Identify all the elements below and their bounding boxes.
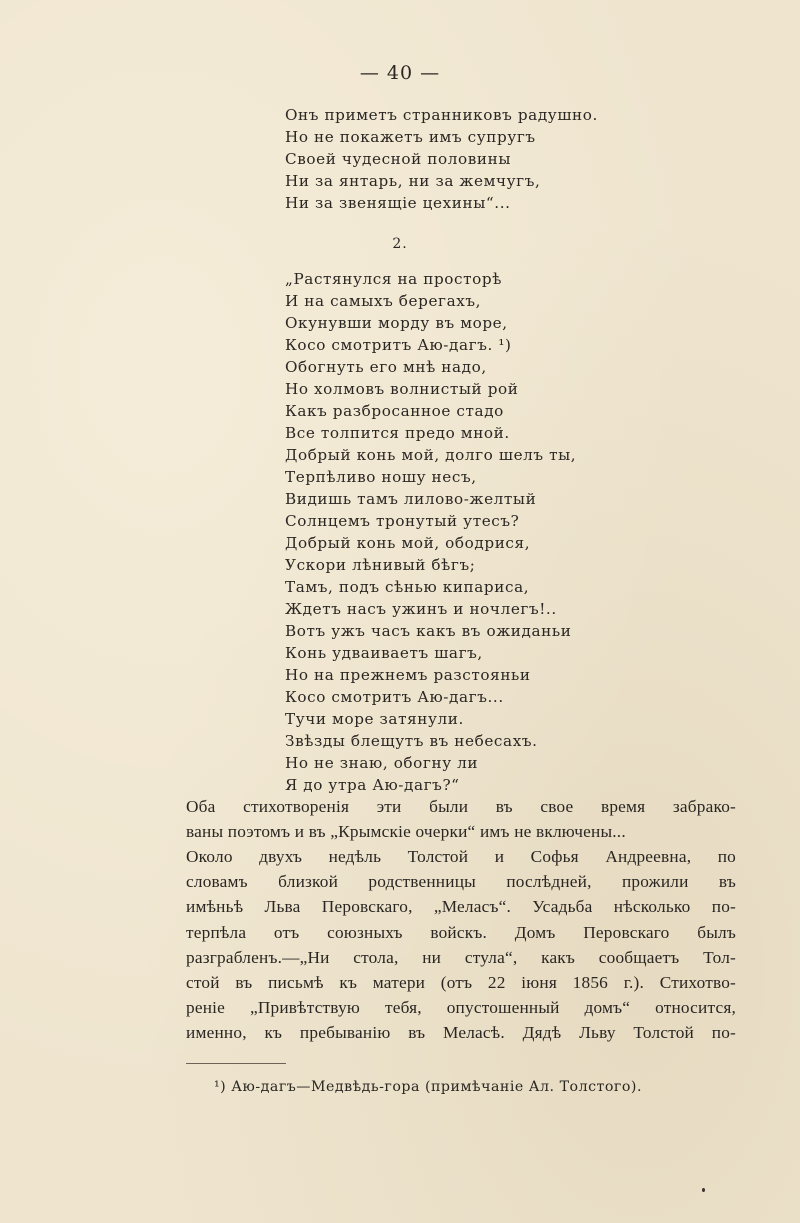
prose-paragraph-2 <box>186 844 736 1046</box>
poem-line: Я до утра Аю-дагъ?“ <box>285 776 460 794</box>
poem-line: Добрый конь мой, долго шелъ ты, <box>285 446 577 464</box>
prose-line: реніе „Привѣтствую тебя, опустошенный домъ“ относится, <box>186 998 736 1018</box>
poem-line: Тамъ, подъ сѣнью кипариса, <box>285 578 530 596</box>
footnote: ¹) Аю-дагъ—Медвѣдь-гора (примѣчаніе Ал. Толстого). <box>214 1079 642 1095</box>
poem-line: Терпѣливо ношу несъ, <box>285 468 477 486</box>
poem-line: Звѣзды блещутъ въ небесахъ. <box>285 732 538 750</box>
prose-line: ваны поэтомъ и въ „Крымскіе очерки“ имъ не включены... <box>186 822 626 842</box>
poem-line: Онъ приметъ странниковъ радушно. <box>285 106 598 124</box>
poem-line: Конь удваиваетъ шагъ, <box>285 644 483 662</box>
poem-line: И на самыхъ берегахъ, <box>285 292 482 310</box>
poem-line: Своей чудесной половины <box>285 150 512 168</box>
poem-line: Косо смотритъ Аю-дагъ... <box>285 688 504 706</box>
prose-line: именно, къ пребыванію въ Меласѣ. Дядѣ Льву Толстой по- <box>186 1023 736 1043</box>
poem-line: Косо смотритъ Аю-дагъ. ¹) <box>285 336 512 354</box>
prose-line: словамъ близкой родственницы послѣдней, прожили въ <box>186 872 736 892</box>
prose-line: разграбленъ.—„Ни стола, ни стула“, какъ сообщаетъ Тол- <box>186 947 736 967</box>
prose-line: терпѣла отъ союзныхъ войскъ. Домъ Перовскаго былъ <box>186 922 736 942</box>
poem-line: Какъ разбросанное стадо <box>285 402 504 420</box>
poem-stanza-2 <box>285 268 576 796</box>
poem-line: Окунувши морду въ море, <box>285 314 508 332</box>
footnote-divider <box>186 1063 286 1064</box>
poem-line: Обогнуть его мнѣ надо, <box>285 358 487 376</box>
poem-line: Но на прежнемъ разстояньи <box>285 666 531 684</box>
poem-line: Тучи море затянули. <box>285 710 464 728</box>
prose-paragraph-1 <box>186 794 736 844</box>
poem-line: Солнцемъ тронутый утесъ? <box>285 512 520 530</box>
poem-line: Видишь тамъ лилово-желтый <box>285 490 537 508</box>
prose-line: стой въ письмѣ къ матери (отъ 22 іюня 1856 г.). Стихотво- <box>186 973 736 993</box>
poem-line: „Растянулся на просторѣ <box>285 270 502 288</box>
poem-line: Но холмовъ волнистый рой <box>285 380 519 398</box>
prose-line: имѣньѣ Льва Перовскаго, „Меласъ“. Усадьба нѣсколько по- <box>186 897 736 917</box>
poem-line: Ускори лѣнивый бѣгъ; <box>285 556 476 574</box>
prose-line: Около двухъ недѣль Толстой и Софья Андреевна, по <box>186 847 736 866</box>
poem-line: Все толпится предо мной. <box>285 424 510 442</box>
poem-line: Добрый конь мой, ободрися, <box>285 534 531 552</box>
poem-line: Ждетъ насъ ужинъ и ночлегъ!.. <box>285 600 557 618</box>
page-number: — 40 — <box>359 62 441 84</box>
poem-stanza-1 <box>285 104 598 214</box>
paper-speck <box>702 1188 705 1192</box>
section-number: 2. <box>392 236 408 252</box>
prose-line: Оба стихотворенія эти были въ свое время забрако- <box>186 797 736 816</box>
poem-line: Ни за янтарь, ни за жемчугъ, <box>285 172 541 190</box>
poem-line: Вотъ ужъ часъ какъ въ ожиданьи <box>285 622 572 640</box>
poem-line: Ни за звенящіе цехины“... <box>285 194 511 212</box>
poem-line: Но не покажетъ имъ супругъ <box>285 128 536 146</box>
poem-line: Но не знаю, обогну ли <box>285 754 479 772</box>
